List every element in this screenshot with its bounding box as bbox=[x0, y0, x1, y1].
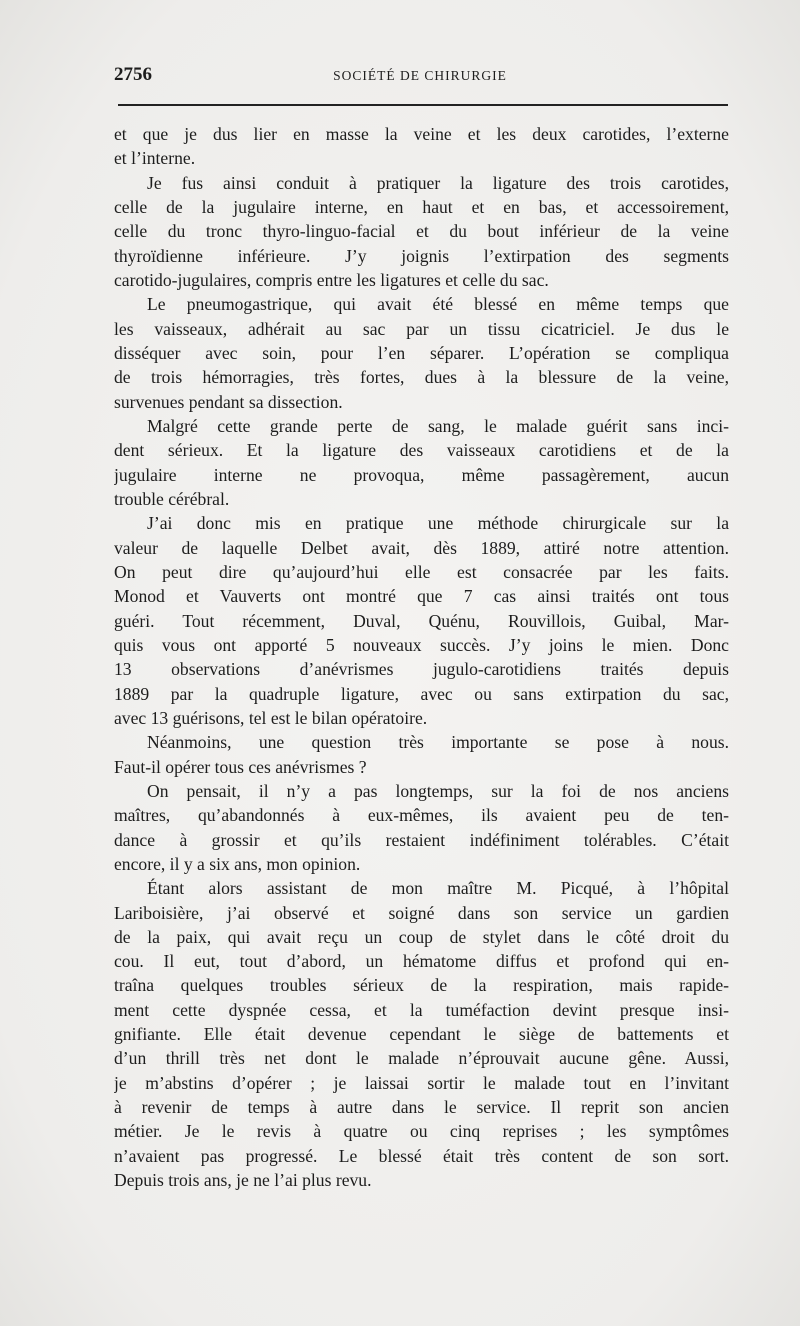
text-line: et l’interne. bbox=[114, 148, 196, 169]
paragraph bbox=[114, 122, 729, 171]
text-line: ment cette dyspnée cessa, et la tuméfaction devint presque insi- bbox=[114, 999, 729, 1020]
text-line: jugulaire interne ne provoqua, même passagèrement, aucun bbox=[114, 464, 729, 485]
text-line: celle de la jugulaire interne, en haut et en bas, et accessoirement, bbox=[114, 196, 729, 217]
text-line: d’un thrill très net dont le malade n’éprouvait aucune gêne. Aussi, bbox=[114, 1048, 729, 1069]
text-line: traîna quelques troubles sérieux de la respiration, mais rapide- bbox=[114, 975, 729, 996]
text-line: survenues pendant sa dissection. bbox=[114, 391, 343, 412]
text-line: 13 observations d’anévrismes jugulo-carotidiens traités depuis bbox=[114, 659, 729, 680]
running-title: SOCIÉTÉ DE CHIRURGIE bbox=[333, 68, 507, 83]
header-rule bbox=[118, 104, 728, 106]
text-line: dance à grossir et qu’ils restaient indéfiniment tolérables. C’était bbox=[114, 829, 729, 850]
text-line: dent sérieux. Et la ligature des vaisseaux carotidiens et de la bbox=[114, 440, 729, 461]
text-line: de trois hémorragies, très fortes, dues à la blessure de la veine, bbox=[114, 367, 729, 388]
text-line: et que je dus lier en masse la veine et les deux carotides, l’externe bbox=[114, 124, 729, 144]
text-line: On peut dire qu’aujourd’hui elle est consacrée par les faits. bbox=[114, 561, 729, 582]
paragraph bbox=[114, 292, 729, 414]
text-line: 1889 par la quadruple ligature, avec ou sans extirpation du sac, bbox=[114, 683, 729, 704]
text-line: Néanmoins, une question très importante se pose à nous. bbox=[147, 732, 729, 753]
text-line: je m’abstins d’opérer ; je laissai sortir le malade tout en l’invitant bbox=[114, 1072, 729, 1093]
text-line: J’ai donc mis en pratique une méthode chirurgicale sur la bbox=[147, 513, 729, 534]
text-line: avec 13 guérisons, tel est le bilan opératoire. bbox=[114, 707, 428, 728]
text-line: Le pneumogastrique, qui avait été blessé en même temps que bbox=[147, 294, 729, 315]
text-line: Depuis trois ans, je ne l’ai plus revu. bbox=[114, 1170, 372, 1191]
text-line: cou. Il eut, tout d’abord, un hématome diffus et profond qui en- bbox=[114, 951, 729, 972]
paragraph bbox=[114, 730, 729, 779]
text-line: Faut-il opérer tous ces anévrismes ? bbox=[114, 756, 367, 777]
paragraph bbox=[114, 171, 729, 293]
text-line: valeur de laquelle Delbet avait, dès 1889, attiré notre attention. bbox=[114, 537, 729, 558]
text-line: maîtres, qu’abandonnés à eux-mêmes, ils avaient peu de ten- bbox=[114, 805, 729, 826]
text-line: Je fus ainsi conduit à pratiquer la ligature des trois carotides, bbox=[147, 172, 729, 193]
paragraph bbox=[114, 779, 729, 876]
text-line: gnifiante. Elle était devenue cependant le siège de battements et bbox=[114, 1024, 729, 1045]
text-line: Étant alors assistant de mon maître M. Picqué, à l’hôpital bbox=[147, 878, 729, 899]
text-line: les vaisseaux, adhérait au sac par un tissu cicatriciel. Je dus le bbox=[114, 318, 729, 339]
text-line: encore, il y a six ans, mon opinion. bbox=[114, 853, 361, 874]
body-text bbox=[114, 122, 729, 1192]
text-line: guéri. Tout récemment, Duval, Quénu, Rouvillois, Guibal, Mar- bbox=[114, 610, 729, 631]
text-line: quis vous ont apporté 5 nouveaux succès. J’y joins le mien. Donc bbox=[114, 634, 729, 655]
text-line: n’avaient pas progressé. Le blessé était très content de son sort. bbox=[114, 1145, 729, 1166]
text-line: disséquer avec soin, pour l’en séparer. L’opération se compliqua bbox=[114, 342, 729, 363]
text-line: Malgré cette grande perte de sang, le malade guérit sans inci- bbox=[147, 415, 729, 436]
text-line: de la paix, qui avait reçu un coup de stylet dans le côté droit du bbox=[114, 926, 729, 947]
text-line: métier. Je le revis à quatre ou cinq reprises ; les symptômes bbox=[114, 1121, 729, 1142]
text-line: thyroïdienne inférieure. J’y joignis l’extirpation des segments bbox=[114, 245, 729, 266]
text-line: trouble cérébral. bbox=[114, 488, 230, 509]
text-line: On pensait, il n’y a pas longtemps, sur la foi de nos anciens bbox=[147, 780, 729, 801]
text-line: Monod et Vauverts ont montré que 7 cas ainsi traités ont tous bbox=[114, 586, 729, 607]
paragraph bbox=[114, 414, 729, 511]
text-line: Lariboisière, j’ai observé et soigné dans son service un gardien bbox=[114, 902, 729, 923]
text-line: à revenir de temps à autre dans le service. Il reprit son ancien bbox=[114, 1097, 729, 1118]
paragraph bbox=[114, 876, 729, 1192]
text-line: carotido-jugulaires, compris entre les ligatures et celle du sac. bbox=[114, 269, 549, 290]
text-line: celle du tronc thyro-linguo-facial et du bout inférieur de la veine bbox=[114, 221, 729, 242]
page-number: 2756 bbox=[114, 64, 152, 85]
paragraph bbox=[114, 511, 729, 730]
